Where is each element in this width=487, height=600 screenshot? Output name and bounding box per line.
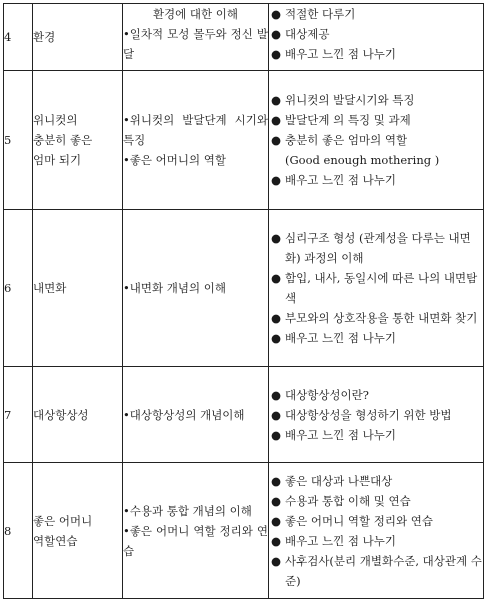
bullet-icon: ●: [271, 93, 282, 107]
activity-item: [269, 551, 483, 591]
topic-line: 대상항상성: [33, 407, 89, 422]
activity-item: [269, 110, 483, 130]
session-activities: [269, 463, 484, 599]
bullet-icon: ●: [271, 27, 282, 41]
activity-text: 배우고 느낀 점 나누기: [285, 173, 396, 187]
activity-text: 사후검사(분리 개별화수준, 대상관계 수준): [285, 553, 482, 588]
goal-item: •일차적 모성 몰두와 정신 발달: [123, 27, 268, 61]
bullet-icon: ●: [271, 7, 282, 21]
activity-text: (Good enough mothering ): [285, 153, 440, 167]
activity-item: [269, 170, 483, 190]
activity-text: 배우고 느낀 점 나누기: [285, 47, 396, 61]
activity-item: [269, 328, 483, 348]
activity-item: [269, 405, 483, 425]
goal-item: •수용과 통합 개념의 이해: [123, 503, 252, 518]
bullet-icon: ●: [271, 553, 282, 568]
activity-text: 위니컷의 발달시기와 특징: [285, 93, 415, 107]
bullet-icon: ●: [271, 387, 282, 402]
session-topic: [33, 71, 123, 210]
activity-item: [269, 308, 483, 328]
session-activities: [269, 4, 484, 71]
bullet-icon: ●: [271, 173, 282, 187]
activity-text: 배우고 느낀 점 나누기: [285, 533, 396, 548]
session-number: 7: [4, 367, 33, 463]
session-topic: [33, 367, 123, 463]
session-goals: [123, 367, 269, 463]
activity-item: [269, 491, 483, 511]
topic-line: 위니컷의: [33, 113, 78, 127]
bullet-icon: ●: [271, 271, 282, 285]
topic-line: 역할연습: [33, 533, 78, 548]
activity-text: 충분히 좋은 엄마의 역할: [285, 133, 408, 147]
activity-text: 부모와의 상호작용을 통한 내면화 찾기: [285, 311, 478, 325]
bullet-icon: ●: [271, 427, 282, 442]
session-goals: [123, 463, 269, 599]
topic-line: 좋은 어머니: [33, 513, 93, 528]
activity-text: 대상제공: [285, 27, 330, 41]
activity-item: [269, 44, 483, 64]
activity-text: 수용과 통합 이해 및 연습: [285, 493, 411, 508]
activity-list: [269, 471, 483, 591]
bullet-icon: ●: [271, 113, 282, 127]
activity-list: [269, 385, 483, 445]
activity-text: 대상항상성을 형성하기 위한 방법: [285, 407, 452, 422]
activity-text: 심리구조 형성 (관계성을 다루는 내면화) 과정의 이해: [285, 231, 471, 265]
activity-text: 배우고 느낀 점 나누기: [285, 331, 396, 345]
bullet-icon: ●: [271, 331, 282, 345]
goal-item: •좋은 어머니 역할 정리와 연습: [123, 523, 268, 558]
goal-item: •내면화 개념의 이해: [123, 281, 226, 295]
bullet-icon: ●: [271, 473, 282, 488]
session-number: 5: [4, 71, 33, 210]
session-row: [4, 71, 484, 210]
session-activities: [269, 71, 484, 210]
activity-item: [269, 425, 483, 445]
activity-item: [269, 268, 483, 308]
session-number: 4: [4, 4, 33, 71]
topic-line: 환경: [33, 30, 56, 44]
activity-text: 적절한 다루기: [285, 7, 356, 21]
activity-item: [269, 471, 483, 491]
session-row: [4, 463, 484, 599]
activity-item: [269, 90, 483, 110]
goal-item: •대상항상성의 개념이해: [123, 407, 245, 422]
bullet-icon: ●: [271, 533, 282, 548]
activity-text: 발달단계 의 특징 및 과제: [285, 113, 411, 127]
session-topic: [33, 463, 123, 599]
bullet-icon: ●: [271, 513, 282, 528]
activity-text: 좋은 대상과 나쁜대상: [285, 473, 393, 488]
session-number: 6: [4, 210, 33, 367]
activity-item: [269, 385, 483, 405]
session-activities: [269, 210, 484, 367]
session-goals: [123, 71, 269, 210]
session-row: [4, 4, 484, 71]
program-table-body: [4, 4, 484, 599]
bullet-icon: ●: [271, 311, 282, 325]
activity-text: 배우고 느낀 점 나누기: [285, 427, 396, 442]
activity-list: [269, 228, 483, 348]
activity-text: 대상항상성이란?: [285, 387, 369, 402]
session-goals: [123, 4, 269, 71]
goal-item: 환경에 대한 이해: [152, 7, 239, 21]
topic-line: 충분히 좋은: [33, 133, 93, 147]
activity-item: [269, 531, 483, 551]
session-row: [4, 367, 484, 463]
activity-text: 함입, 내사, 동일시에 따른 나의 내면탐색: [285, 271, 478, 305]
activity-item: [269, 228, 483, 268]
goal-item: •위니컷의 발달단계 시기와 특징: [123, 113, 268, 147]
bullet-icon: ●: [271, 493, 282, 508]
bullet-icon: ●: [271, 47, 282, 61]
activity-list: [269, 4, 483, 64]
session-row: [4, 210, 484, 367]
session-number: 8: [4, 463, 33, 599]
activity-list: [269, 90, 483, 190]
activity-item: [269, 4, 483, 24]
activity-item: [269, 511, 483, 531]
activity-item: [269, 130, 483, 170]
goal-item: •좋은 어머니의 역할: [123, 153, 226, 167]
activity-item: [269, 24, 483, 44]
session-goals: [123, 210, 269, 367]
session-activities: [269, 367, 484, 463]
bullet-icon: ●: [271, 133, 282, 147]
bullet-icon: ●: [271, 231, 282, 245]
topic-line: 엄마 되기: [33, 153, 82, 167]
session-topic: [33, 210, 123, 367]
program-table: [3, 3, 484, 599]
bullet-icon: ●: [271, 407, 282, 422]
activity-text: 좋은 어머니 역할 정리와 연습: [285, 513, 433, 528]
session-topic: [33, 4, 123, 71]
topic-line: 내면화: [33, 281, 67, 295]
